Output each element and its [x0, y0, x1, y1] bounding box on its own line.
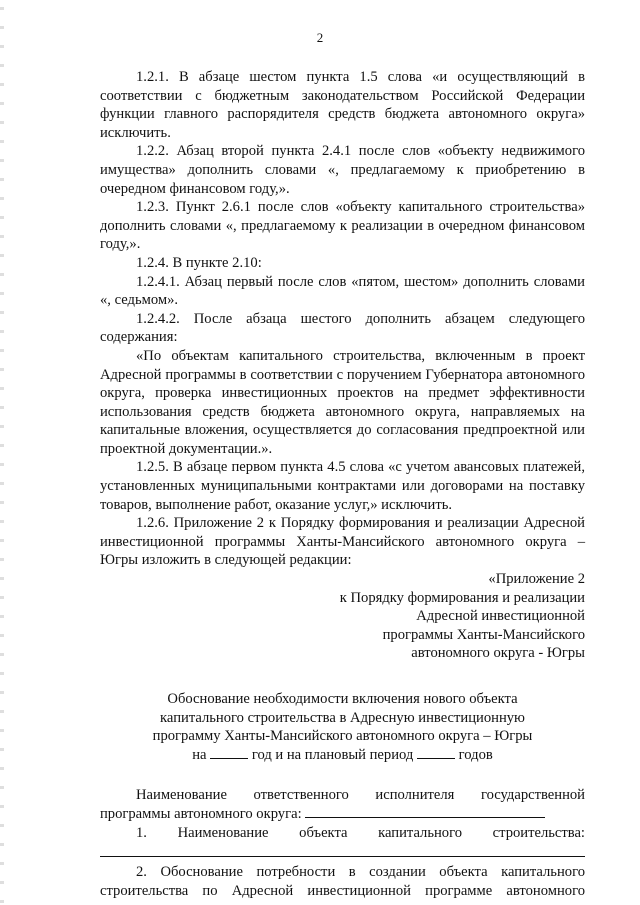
executor-blank	[305, 805, 545, 818]
page-number: 2	[316, 30, 324, 45]
paragraph-1-2-4: 1.2.4. В пункте 2.10:	[136, 254, 262, 271]
planning-period-blank	[417, 746, 455, 759]
quoted-paragraph: «По объектам капитального строительства, включенным в проект Адресной программы в соответствии с поручением Губернатора автономного округа, проверка инвестиционных проектов на предмет эффективности использования средств бюджета автономного округа, направляемых на капитальные вложения, осуществляется до согласования предпроектной или проектной документации.».	[100, 347, 585, 457]
executor-label-continued: программы автономного округа:	[100, 805, 585, 824]
item-2-text: 2. Обоснование потребности в создании объекта капитального	[136, 864, 585, 881]
form-title-line-1: Обоснование необходимости включения нового объекта	[167, 691, 518, 707]
object-name-label: 1. Наименование объекта капитального строительства:	[136, 824, 585, 841]
paragraph-1-2-2: 1.2.2. Абзац второй пункта 2.4.1 после слов «объекту недвижимого имущества» дополнить словами «, предлагаемому к приобретению в очередном финансовом году,».	[100, 143, 585, 197]
paragraph-1-2-4-1: 1.2.4.1. Абзац первый после слов «пятом, шестом» дополнить словами «, седьмом».	[100, 273, 585, 309]
paragraph-1-2-1: 1.2.1. В абзаце шестом пункта 1.5 слова «и осуществляющий в соответствии с бюджетным законодательством Российской Федерации функции главного распорядителя средств бюджета автономного округа» исключить.	[100, 69, 585, 141]
year-middle: год и на плановый период	[251, 746, 414, 763]
appendix-header-line: программы Ханты-Мансийского	[382, 626, 585, 643]
appendix-header-line: к Порядку формирования и реализации	[339, 589, 585, 606]
item-2-text-continued: строительства по Адресной инвестиционной программе автономного	[100, 882, 585, 899]
paragraph-1-2-3: 1.2.3. Пункт 2.6.1 после слов «объекту капитального строительства» дополнить словами «, предлагаемому к реализации в очередном финансовом году,».	[100, 199, 585, 253]
appendix-header	[100, 570, 585, 663]
document-body	[100, 68, 585, 900]
appendix-header-line: Адресной инвестиционной	[416, 608, 585, 625]
paragraph-1-2-6: 1.2.6. Приложение 2 к Порядку формирования и реализации Адресной инвестиционной программы Ханты-Мансийского автономного округа – Югры изложить в следующей редакции:	[100, 515, 585, 569]
appendix-header-line: «Приложение 2	[488, 571, 585, 588]
form-title-line-2: капитального строительства в Адресную инвестиционную	[160, 709, 525, 726]
executor-label: Наименование ответственного исполнителя государственной	[136, 787, 585, 804]
executor-field	[100, 786, 585, 900]
scan-edge	[0, 0, 4, 905]
form-title	[100, 690, 585, 764]
year-prefix: на	[192, 746, 207, 763]
object-name-blank	[100, 844, 585, 857]
paragraph-1-2-4-2: 1.2.4.2. После абзаца шестого дополнить абзацем следующего содержания:	[100, 310, 585, 346]
form-title-line-4	[100, 746, 585, 765]
year-blank	[210, 746, 248, 759]
appendix-header-line: автономного округа - Югры	[411, 645, 585, 662]
paragraph-1-2-5: 1.2.5. В абзаце первом пункта 4.5 слова «с учетом авансовых платежей, установленных муниципальными контрактами или договорами на поставку товаров, выполнение работ, оказание услуг,» исключить.	[100, 459, 585, 513]
year-suffix: годов	[458, 746, 493, 763]
form-title-line-3: программу Ханты-Мансийского автономного округа – Югры	[152, 728, 533, 745]
